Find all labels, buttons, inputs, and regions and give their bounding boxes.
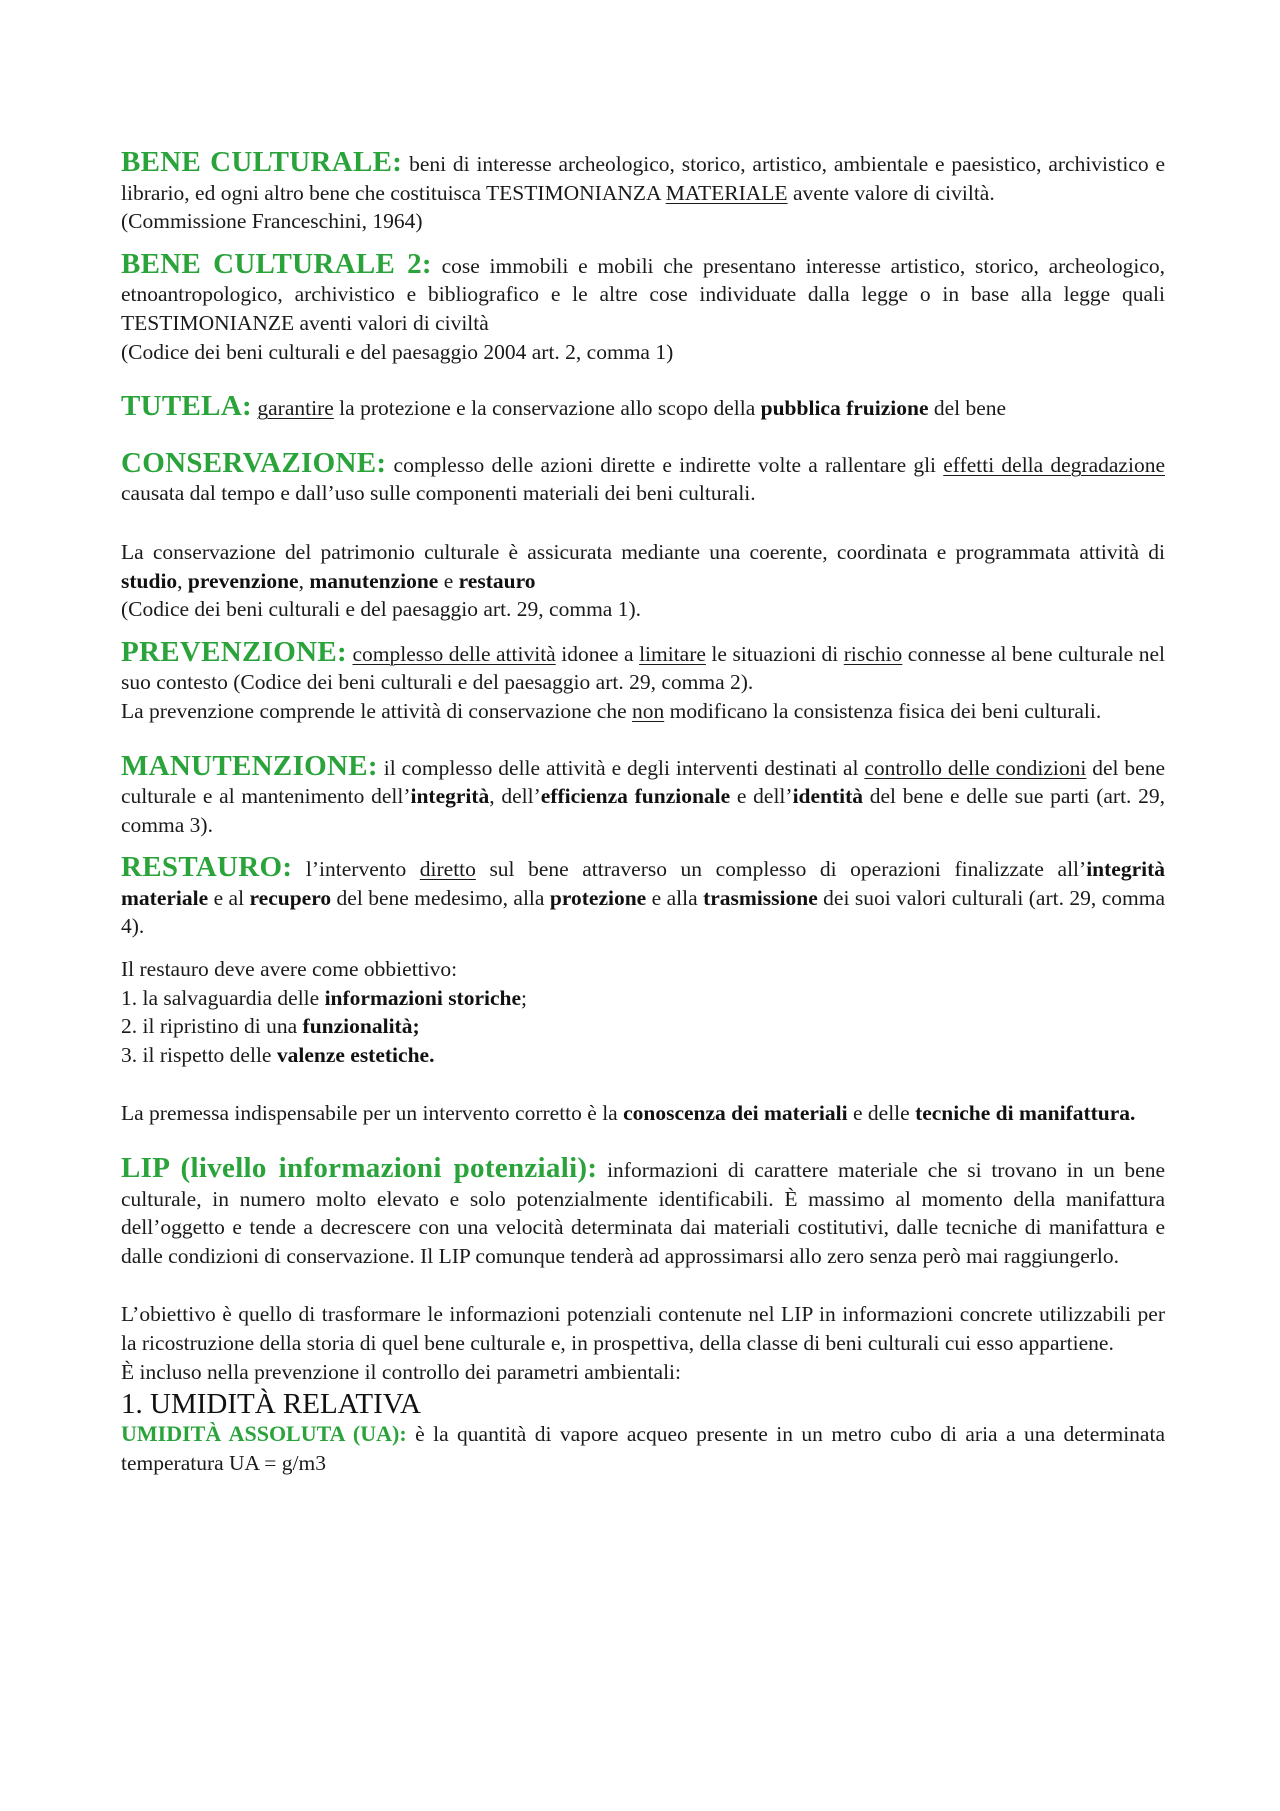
term-conservazione: CONSERVAZIONE: — [121, 446, 387, 479]
conservazione-paragraph: CONSERVAZIONE: complesso delle azioni dirette e indirette volte a rallentare gli effetti della degradazione causata dal tempo e dall’uso sulle componenti materiali dei beni culturali. — [121, 446, 1165, 506]
term-bene-culturale-2: BENE CULTURALE 2: — [121, 247, 432, 280]
list-item: 3. il rispetto delle valenze estetiche. — [121, 1042, 435, 1067]
list-item: 1. la salvaguardia delle informazioni storiche; — [121, 985, 528, 1010]
manutenzione-paragraph: MANUTENZIONE: il complesso delle attività e degli interventi destinati al controllo delle condizioni del bene culturale e al mantenimento dell’integrità, dell’efficienza funzionale e dell’identità del bene e delle sue parti (art. 29, comma 3). — [121, 749, 1165, 837]
section-heading-umidita-relativa: 1. UMIDITÀ RELATIVA — [121, 1388, 421, 1421]
source-citation: (Codice dei beni culturali e del paesaggio art. 29, comma 1). — [121, 597, 641, 622]
bene-culturale-2-paragraph: BENE CULTURALE 2: cose immobili e mobili che presentano interesse artistico, storico, archeologico, etnoantropologico, archivistico e bibliografico e le altre cose individuate dalla legge o in base alla legge quali TESTIMONIANZE aventi valori di civiltà (Codice dei beni culturali e del paesaggio 2004 art. 2, comma 1) — [121, 247, 1166, 364]
lip-paragraph: LIP (livello informazioni potenziali): informazioni di carattere materiale che si trovano in un bene culturale, in numero molto elevato e solo potenzialmente identificabili. È massimo al momento della manifattura dell’oggetto e tende a decrescere con una velocità determinata dai materiali costitutivi, dalle tecniche di manifattura e dalle condizioni di conservazione. Il LIP comunque tenderà ad approssimarsi allo zero senza però mai raggiungerlo. — [121, 1152, 1166, 1268]
list-item: 2. il ripristino di una funzionalità; — [121, 1014, 420, 1039]
term-manutenzione: MANUTENZIONE: — [121, 749, 378, 782]
source-citation: (Codice dei beni culturali e del paesaggio 2004 art. 2, comma 1) — [121, 339, 674, 364]
term-prevenzione: PREVENZIONE: — [121, 635, 347, 668]
conservazione-patrimonio-paragraph: La conservazione del patrimonio culturale è assicurata mediante una coerente, coordinata e programmata attività di studio, prevenzione, manutenzione e restauro (Codice dei beni culturali e del paesaggio art. 29, comma 1). — [121, 539, 1165, 622]
prevenzione-paragraph: PREVENZIONE: complesso delle attività idonee a limitare le situazioni di rischio connesse al bene culturale nel suo contesto (Codice dei beni culturali e del paesaggio art. 29, comma 2). La prevenzione comprende le attività di conservazione che non modificano la consistenza fisica dei beni culturali. — [121, 635, 1165, 723]
term-restauro: RESTAURO: — [121, 851, 293, 884]
document-page — [121, 148, 1165, 1477]
premessa-paragraph: La premessa indispensabile per un intervento corretto è la conoscenza dei materiali e delle tecniche di manifattura. — [121, 1101, 1136, 1126]
obiettivo-lip-paragraph: L’obiettivo è quello di trasformare le informazioni potenziali contenute nel LIP in informazioni concrete utilizzabili per la ricostruzione della storia di quel bene culturale e, in prospettiva, della classe di beni culturali cui esso appartiene. È incluso nella prevenzione il controllo dei parametri ambientali: — [121, 1302, 1165, 1384]
term-bene-culturale: BENE CULTURALE: — [121, 146, 403, 178]
tutela-paragraph: TUTELA: garantire la protezione e la conservazione allo scopo della pubblica fruizione del bene — [121, 390, 1007, 423]
term-umidita-assoluta: UMIDITÀ ASSOLUTA (UA): — [121, 1421, 407, 1447]
restauro-paragraph: RESTAURO: l’intervento diretto sul bene attraverso un complesso di operazioni finalizzate all’integrità materiale e al recupero del bene medesimo, alla protezione e alla trasmissione dei suoi valori culturali (art. 29, comma 4). — [121, 851, 1165, 939]
term-lip: LIP (livello informazioni potenziali): — [121, 1152, 598, 1185]
term-tutela: TUTELA: — [121, 390, 253, 423]
umidita-assoluta-paragraph: UMIDITÀ ASSOLUTA (UA): è la quantità di vapore acqueo presente in un metro cubo di aria a una determinata temperatura UA = g/m3 — [121, 1421, 1165, 1475]
bene-culturale-paragraph: BENE CULTURALE: beni di interesse archeologico, storico, artistico, ambientale e paesistico, archivistico e librario, ed ogni altro bene che costituisca TESTIMONIANZA MATERIALE avente valore di civiltà. (Commissione Franceschini, 1964) — [121, 146, 1165, 234]
obiettivi-list: Il restauro deve avere come obbiettivo: 1. la salvaguardia delle informazioni storiche; 2. il ripristino di una funzionalità; 3. il rispetto delle valenze estetiche. — [121, 957, 528, 1067]
source-citation: (Commissione Franceschini, 1964) — [121, 209, 423, 234]
